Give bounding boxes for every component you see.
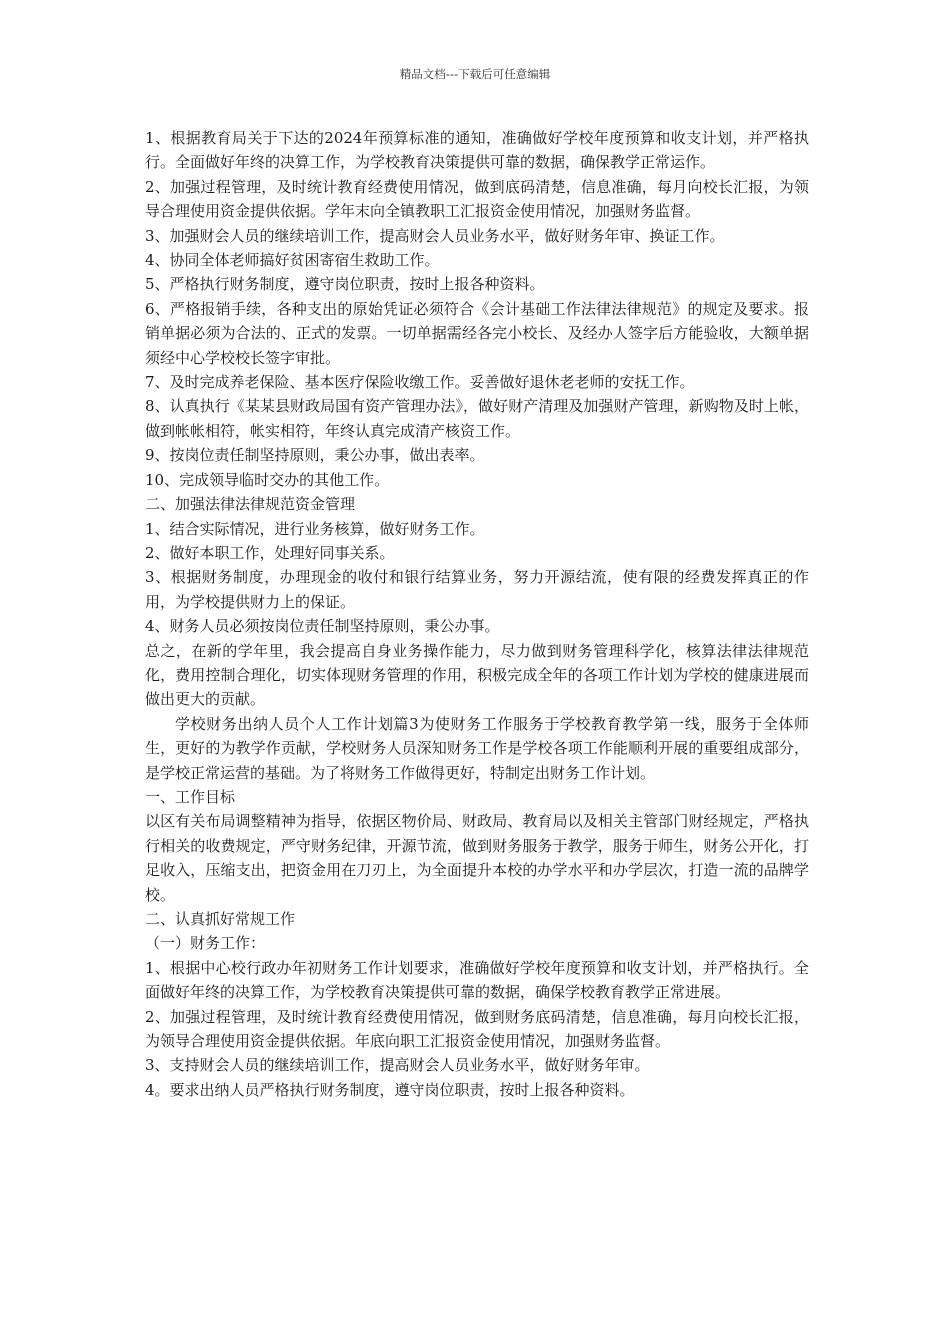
paragraph: 8、认真执行《某某县财政局国有资产管理办法》，做好财产清理及加强财产管理，新购物及时上帐，做到帐帐相符，帐实相符，年终认真完成清产核资工作。 [145,397,809,440]
paragraph: 9、按岗位责任制坚持原则，秉公办事，做出表率。 [145,446,485,465]
paragraph: 4、财务人员必须按岗位责任制坚持原则，秉公办事。 [145,617,500,636]
paragraph: 5、严格执行财务制度，遵守岗位职责，按时上报各种资料。 [145,275,545,294]
paragraph: 1、结合实际情况，进行业务核算，做好财务工作。 [145,519,485,538]
section-heading: 二、加强法律法律规范资金管理 [145,495,356,514]
paragraph: 总之，在新的学年里，我会提高自身业务操作能力，尽力做到财务管理科学化，核算法律法律规范化，费用控制合理化，切实体现财务管理的作用，积极完成全年的各项工作计划为学校的健康进展而做出更大的贡献。 [145,641,809,709]
paragraph: 2、做好本职工作，处理好同事关系。 [145,543,395,562]
paragraph: 6、严格报销手续，各种支出的原始凭证必须符合《会计基础工作法律法律规范》的规定及要求。报销单据必须为合法的、正式的发票。一切单据需经各完小校长、及经办人签字后方能验收，大额单据须经中心学校校长签字审批。 [145,299,809,367]
document-body [145,126,809,1102]
paragraph: 3、加强财会人员的继续培训工作，提高财会人员业务水平，做好财务年审、换证工作。 [145,226,725,245]
sub-heading: （一）财务工作： [145,934,266,953]
paragraph: 10、完成领导临时交办的其他工作。 [145,470,390,489]
paragraph: 1、根据教育局关于下达的2024年预算标准的通知，准确做好学校年度预算和收支计划，并严格执行。全面做好年终的决算工作，为学校教育决策提供可靠的数据，确保教学正常运作。 [145,129,809,172]
section-heading: 二、认真抓好常规工作 [145,910,296,928]
paragraph: 3、支持财会人员的继续培训工作，提高财会人员业务水平，做好财务年审。 [145,1056,650,1075]
paragraph: 7、及时完成养老保险、基本医疗保险收缴工作。妥善做好退休老老师的安抚工作。 [145,373,695,392]
section-heading: 一、工作目标 [145,787,236,806]
paragraph: 4。要求出纳人员严格执行财务制度，遵守岗位职责，按时上报各种资料。 [145,1080,635,1099]
paragraph: 学校财务出纳人员个人工作计划篇3为使财务工作服务于学校教育教学第一线，服务于全体师生，更好的为教学作贡献，学校财务人员深知财务工作是学校各项工作能顺利开展的重要组成部分，是学校正常运营的基础。为了将财务工作做得更好，特制定出财务工作计划。 [145,714,809,782]
page-header: 精品文档---下载后可任意编辑 [399,67,551,81]
paragraph: 4、协同全体老师搞好贫困寄宿生救助工作。 [145,251,440,270]
paragraph: 以区有关布局调整精神为指导，依据区物价局、财政局、教育局以及相关主管部门财经规定，严格执行相关的收费规定，严守财务纪律，开源节流，做到财务服务于教学，服务于师生，财务公开化，打足收入，压缩支出，把资金用在刀刃上，为全面提升本校的办学水平和办学层次，打造一流的品牌学校。 [145,812,809,904]
paragraph: 3、根据财务制度，办理现金的收付和银行结算业务，努力开源结流，使有限的经费发挥真正的作用，为学校提供财力上的保证。 [145,568,809,611]
paragraph: 2、加强过程管理，及时统计教育经费使用情况，做到财务底码清楚，信息准确，每月向校长汇报，为领导合理使用资金提供依据。年底向职工汇报资金使用情况，加强财务监督。 [145,1007,809,1051]
paragraph: 1、根据中心校行政办年初财务工作计划要求，准确做好学校年度预算和收支计划，并严格执行。全面做好年终的决算工作，为学校教育决策提供可靠的数据，确保学校教育教学正常进展。 [145,958,809,1002]
paragraph: 2、加强过程管理，及时统计教育经费使用情况，做到底码清楚，信息准确，每月向校长汇报，为领导合理使用资金提供依据。学年末向全镇教职工汇报资金使用情况，加强财务监督。 [145,177,809,221]
